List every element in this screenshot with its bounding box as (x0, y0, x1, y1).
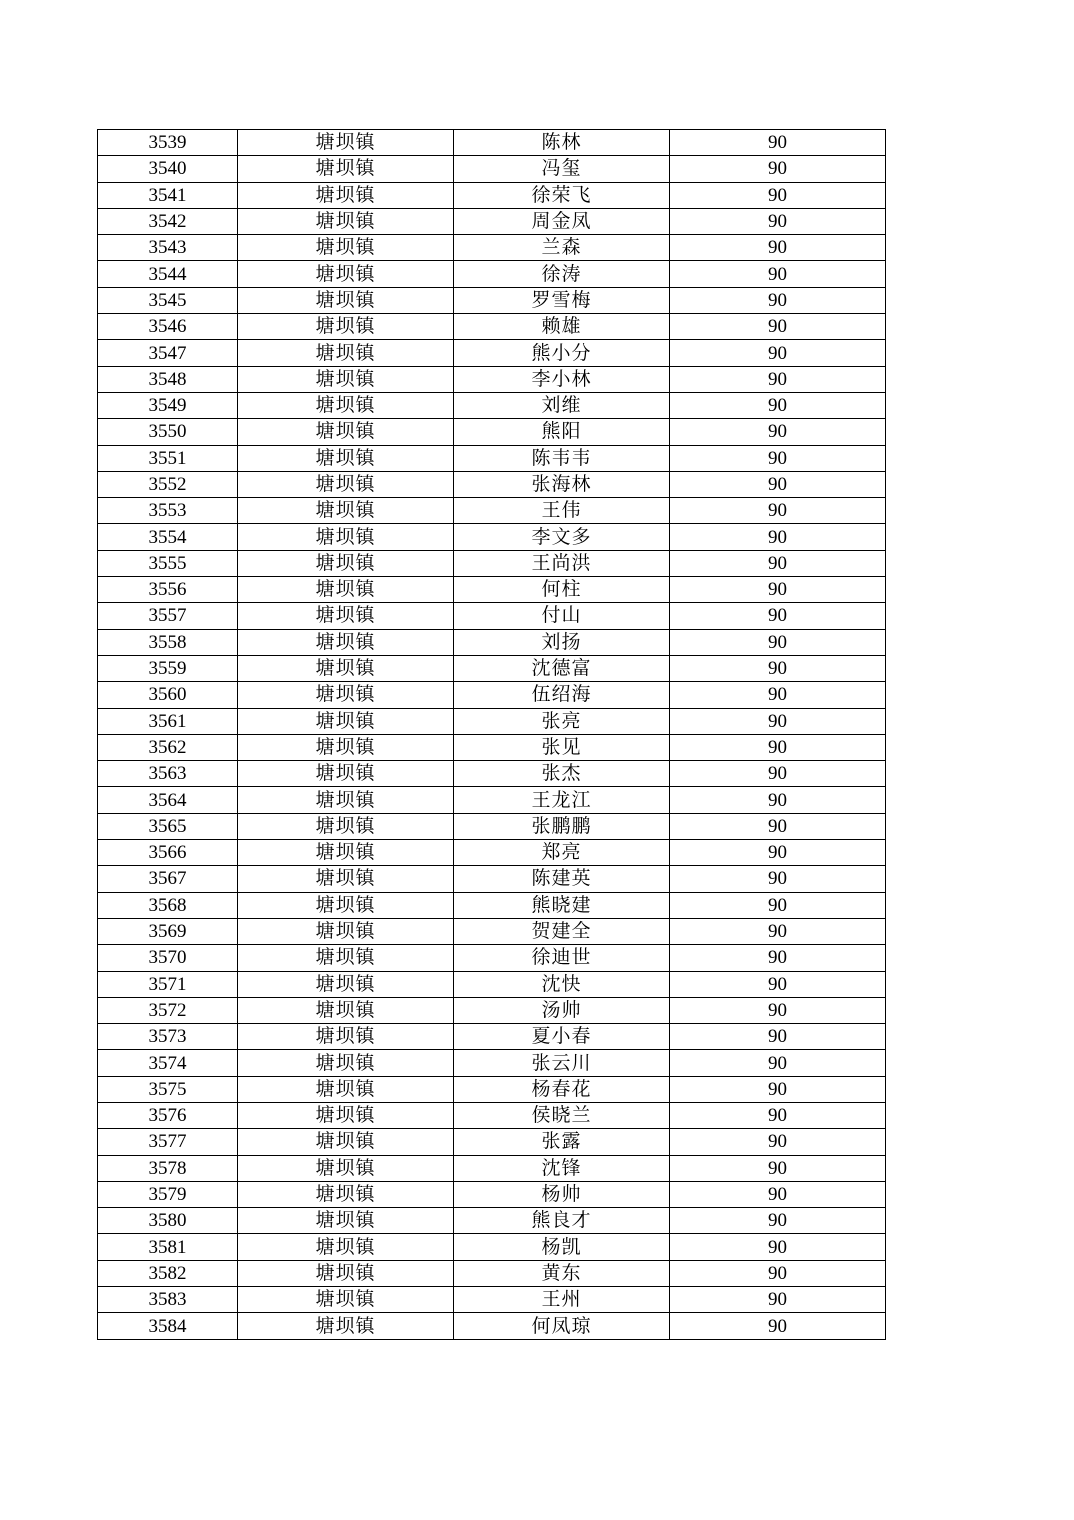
table-row (98, 1155, 886, 1181)
row-number-cell: 3562 (98, 734, 238, 760)
row-number-cell: 3583 (98, 1287, 238, 1313)
town-cell: 塘坝镇 (238, 366, 454, 392)
town-cell: 塘坝镇 (238, 1260, 454, 1286)
table-row (98, 340, 886, 366)
town-cell: 塘坝镇 (238, 603, 454, 629)
amount-cell: 90 (670, 392, 886, 418)
town-cell: 塘坝镇 (238, 1076, 454, 1102)
amount-cell: 90 (670, 945, 886, 971)
table-row (98, 366, 886, 392)
town-cell: 塘坝镇 (238, 787, 454, 813)
town-cell: 塘坝镇 (238, 945, 454, 971)
town-cell: 塘坝镇 (238, 1234, 454, 1260)
row-number-cell: 3571 (98, 971, 238, 997)
table-row (98, 866, 886, 892)
row-number-cell: 3567 (98, 866, 238, 892)
name-cell: 张露 (454, 1129, 670, 1155)
amount-cell: 90 (670, 471, 886, 497)
amount-cell: 90 (670, 1024, 886, 1050)
town-cell: 塘坝镇 (238, 840, 454, 866)
town-cell: 塘坝镇 (238, 182, 454, 208)
name-cell: 熊晓建 (454, 892, 670, 918)
town-cell: 塘坝镇 (238, 471, 454, 497)
table-row (98, 840, 886, 866)
row-number-cell: 3555 (98, 550, 238, 576)
name-cell: 熊小分 (454, 340, 670, 366)
town-cell: 塘坝镇 (238, 419, 454, 445)
row-number-cell: 3539 (98, 130, 238, 156)
row-number-cell: 3547 (98, 340, 238, 366)
table-row (98, 971, 886, 997)
town-cell: 塘坝镇 (238, 1313, 454, 1339)
amount-cell: 90 (670, 1181, 886, 1207)
amount-cell: 90 (670, 1313, 886, 1339)
row-number-cell: 3581 (98, 1234, 238, 1260)
amount-cell: 90 (670, 208, 886, 234)
row-number-cell: 3550 (98, 419, 238, 445)
name-cell: 罗雪梅 (454, 287, 670, 313)
row-number-cell: 3578 (98, 1155, 238, 1181)
name-cell: 何柱 (454, 577, 670, 603)
amount-cell: 90 (670, 498, 886, 524)
amount-cell: 90 (670, 366, 886, 392)
table-row (98, 629, 886, 655)
town-cell: 塘坝镇 (238, 892, 454, 918)
table-row (98, 1129, 886, 1155)
amount-cell: 90 (670, 629, 886, 655)
row-number-cell: 3545 (98, 287, 238, 313)
table-row (98, 1260, 886, 1286)
amount-cell: 90 (670, 1208, 886, 1234)
table-row (98, 577, 886, 603)
town-cell: 塘坝镇 (238, 971, 454, 997)
amount-cell: 90 (670, 235, 886, 261)
name-cell: 黄东 (454, 1260, 670, 1286)
town-cell: 塘坝镇 (238, 261, 454, 287)
row-number-cell: 3552 (98, 471, 238, 497)
town-cell: 塘坝镇 (238, 1050, 454, 1076)
town-cell: 塘坝镇 (238, 550, 454, 576)
name-cell: 王尚洪 (454, 550, 670, 576)
table-row (98, 445, 886, 471)
town-cell: 塘坝镇 (238, 918, 454, 944)
name-cell: 徐迪世 (454, 945, 670, 971)
name-cell: 刘扬 (454, 629, 670, 655)
table-row (98, 734, 886, 760)
table-row (98, 498, 886, 524)
amount-cell: 90 (670, 1076, 886, 1102)
row-number-cell: 3558 (98, 629, 238, 655)
table-row (98, 314, 886, 340)
row-number-cell: 3580 (98, 1208, 238, 1234)
town-cell: 塘坝镇 (238, 1155, 454, 1181)
town-cell: 塘坝镇 (238, 1024, 454, 1050)
row-number-cell: 3565 (98, 813, 238, 839)
town-cell: 塘坝镇 (238, 235, 454, 261)
row-number-cell: 3564 (98, 787, 238, 813)
row-number-cell: 3546 (98, 314, 238, 340)
name-cell: 王龙江 (454, 787, 670, 813)
town-cell: 塘坝镇 (238, 1181, 454, 1207)
name-cell: 陈建英 (454, 866, 670, 892)
name-cell: 刘维 (454, 392, 670, 418)
name-cell: 付山 (454, 603, 670, 629)
row-number-cell: 3542 (98, 208, 238, 234)
amount-cell: 90 (670, 682, 886, 708)
table-row (98, 182, 886, 208)
town-cell: 塘坝镇 (238, 445, 454, 471)
row-number-cell: 3577 (98, 1129, 238, 1155)
amount-cell: 90 (670, 866, 886, 892)
town-cell: 塘坝镇 (238, 813, 454, 839)
row-number-cell: 3541 (98, 182, 238, 208)
row-number-cell: 3544 (98, 261, 238, 287)
name-cell: 沈德富 (454, 655, 670, 681)
row-number-cell: 3540 (98, 156, 238, 182)
name-cell: 张杰 (454, 761, 670, 787)
town-cell: 塘坝镇 (238, 287, 454, 313)
row-number-cell: 3561 (98, 708, 238, 734)
amount-cell: 90 (670, 261, 886, 287)
amount-cell: 90 (670, 1050, 886, 1076)
name-cell: 兰森 (454, 235, 670, 261)
table-row (98, 892, 886, 918)
amount-cell: 90 (670, 130, 886, 156)
name-cell: 李文多 (454, 524, 670, 550)
table-row (98, 1024, 886, 1050)
name-cell: 沈锋 (454, 1155, 670, 1181)
amount-cell: 90 (670, 314, 886, 340)
amount-cell: 90 (670, 577, 886, 603)
town-cell: 塘坝镇 (238, 340, 454, 366)
name-cell: 王州 (454, 1287, 670, 1313)
town-cell: 塘坝镇 (238, 1208, 454, 1234)
row-number-cell: 3575 (98, 1076, 238, 1102)
row-number-cell: 3553 (98, 498, 238, 524)
amount-cell: 90 (670, 813, 886, 839)
row-number-cell: 3568 (98, 892, 238, 918)
table-row (98, 156, 886, 182)
row-number-cell: 3570 (98, 945, 238, 971)
town-cell: 塘坝镇 (238, 1129, 454, 1155)
name-cell: 杨凯 (454, 1234, 670, 1260)
row-number-cell: 3566 (98, 840, 238, 866)
town-cell: 塘坝镇 (238, 1102, 454, 1128)
name-cell: 张见 (454, 734, 670, 760)
table-row (98, 1287, 886, 1313)
row-number-cell: 3551 (98, 445, 238, 471)
row-number-cell: 3560 (98, 682, 238, 708)
name-cell: 何凤琼 (454, 1313, 670, 1339)
amount-cell: 90 (670, 1155, 886, 1181)
name-cell: 张鹏鹏 (454, 813, 670, 839)
table-row (98, 130, 886, 156)
table-row (98, 208, 886, 234)
name-cell: 侯晓兰 (454, 1102, 670, 1128)
amount-cell: 90 (670, 840, 886, 866)
name-cell: 沈快 (454, 971, 670, 997)
table-row (98, 550, 886, 576)
table-row (98, 1234, 886, 1260)
town-cell: 塘坝镇 (238, 997, 454, 1023)
roster-table (97, 129, 886, 1340)
table-row (98, 682, 886, 708)
town-cell: 塘坝镇 (238, 761, 454, 787)
name-cell: 张云川 (454, 1050, 670, 1076)
town-cell: 塘坝镇 (238, 498, 454, 524)
amount-cell: 90 (670, 761, 886, 787)
name-cell: 伍绍海 (454, 682, 670, 708)
amount-cell: 90 (670, 445, 886, 471)
amount-cell: 90 (670, 1234, 886, 1260)
name-cell: 杨帅 (454, 1181, 670, 1207)
amount-cell: 90 (670, 997, 886, 1023)
row-number-cell: 3574 (98, 1050, 238, 1076)
row-number-cell: 3584 (98, 1313, 238, 1339)
name-cell: 周金凤 (454, 208, 670, 234)
amount-cell: 90 (670, 918, 886, 944)
amount-cell: 90 (670, 655, 886, 681)
name-cell: 汤帅 (454, 997, 670, 1023)
name-cell: 徐荣飞 (454, 182, 670, 208)
town-cell: 塘坝镇 (238, 655, 454, 681)
town-cell: 塘坝镇 (238, 708, 454, 734)
name-cell: 熊阳 (454, 419, 670, 445)
amount-cell: 90 (670, 550, 886, 576)
table-row (98, 1313, 886, 1339)
amount-cell: 90 (670, 182, 886, 208)
table-row (98, 761, 886, 787)
row-number-cell: 3548 (98, 366, 238, 392)
row-number-cell: 3557 (98, 603, 238, 629)
amount-cell: 90 (670, 287, 886, 313)
row-number-cell: 3579 (98, 1181, 238, 1207)
table-row (98, 1208, 886, 1234)
table-row (98, 1102, 886, 1128)
table-row (98, 997, 886, 1023)
table-row (98, 419, 886, 445)
table-row (98, 1076, 886, 1102)
amount-cell: 90 (670, 1287, 886, 1313)
town-cell: 塘坝镇 (238, 156, 454, 182)
name-cell: 郑亮 (454, 840, 670, 866)
row-number-cell: 3582 (98, 1260, 238, 1286)
town-cell: 塘坝镇 (238, 577, 454, 603)
name-cell: 陈韦韦 (454, 445, 670, 471)
town-cell: 塘坝镇 (238, 866, 454, 892)
amount-cell: 90 (670, 1102, 886, 1128)
row-number-cell: 3559 (98, 655, 238, 681)
table-row (98, 471, 886, 497)
table-row (98, 1181, 886, 1207)
amount-cell: 90 (670, 708, 886, 734)
town-cell: 塘坝镇 (238, 1287, 454, 1313)
amount-cell: 90 (670, 734, 886, 760)
amount-cell: 90 (670, 419, 886, 445)
amount-cell: 90 (670, 340, 886, 366)
amount-cell: 90 (670, 1260, 886, 1286)
row-number-cell: 3563 (98, 761, 238, 787)
name-cell: 杨春花 (454, 1076, 670, 1102)
name-cell: 张亮 (454, 708, 670, 734)
table-row (98, 813, 886, 839)
table-row (98, 1050, 886, 1076)
amount-cell: 90 (670, 971, 886, 997)
name-cell: 张海林 (454, 471, 670, 497)
roster-table-body (98, 130, 886, 1340)
amount-cell: 90 (670, 156, 886, 182)
town-cell: 塘坝镇 (238, 682, 454, 708)
table-row (98, 787, 886, 813)
row-number-cell: 3554 (98, 524, 238, 550)
town-cell: 塘坝镇 (238, 734, 454, 760)
town-cell: 塘坝镇 (238, 314, 454, 340)
row-number-cell: 3573 (98, 1024, 238, 1050)
town-cell: 塘坝镇 (238, 130, 454, 156)
row-number-cell: 3556 (98, 577, 238, 603)
row-number-cell: 3549 (98, 392, 238, 418)
amount-cell: 90 (670, 524, 886, 550)
row-number-cell: 3543 (98, 235, 238, 261)
table-row (98, 655, 886, 681)
table-row (98, 524, 886, 550)
table-row (98, 603, 886, 629)
amount-cell: 90 (670, 603, 886, 629)
town-cell: 塘坝镇 (238, 629, 454, 655)
name-cell: 王伟 (454, 498, 670, 524)
name-cell: 贺建全 (454, 918, 670, 944)
table-row (98, 261, 886, 287)
name-cell: 熊良才 (454, 1208, 670, 1234)
table-row (98, 918, 886, 944)
row-number-cell: 3572 (98, 997, 238, 1023)
town-cell: 塘坝镇 (238, 524, 454, 550)
name-cell: 夏小春 (454, 1024, 670, 1050)
row-number-cell: 3569 (98, 918, 238, 944)
row-number-cell: 3576 (98, 1102, 238, 1128)
name-cell: 李小林 (454, 366, 670, 392)
town-cell: 塘坝镇 (238, 392, 454, 418)
table-row (98, 945, 886, 971)
town-cell: 塘坝镇 (238, 208, 454, 234)
table-row (98, 708, 886, 734)
amount-cell: 90 (670, 787, 886, 813)
name-cell: 赖雄 (454, 314, 670, 340)
amount-cell: 90 (670, 892, 886, 918)
table-row (98, 235, 886, 261)
amount-cell: 90 (670, 1129, 886, 1155)
table-row (98, 287, 886, 313)
name-cell: 徐涛 (454, 261, 670, 287)
name-cell: 陈林 (454, 130, 670, 156)
table-row (98, 392, 886, 418)
name-cell: 冯玺 (454, 156, 670, 182)
